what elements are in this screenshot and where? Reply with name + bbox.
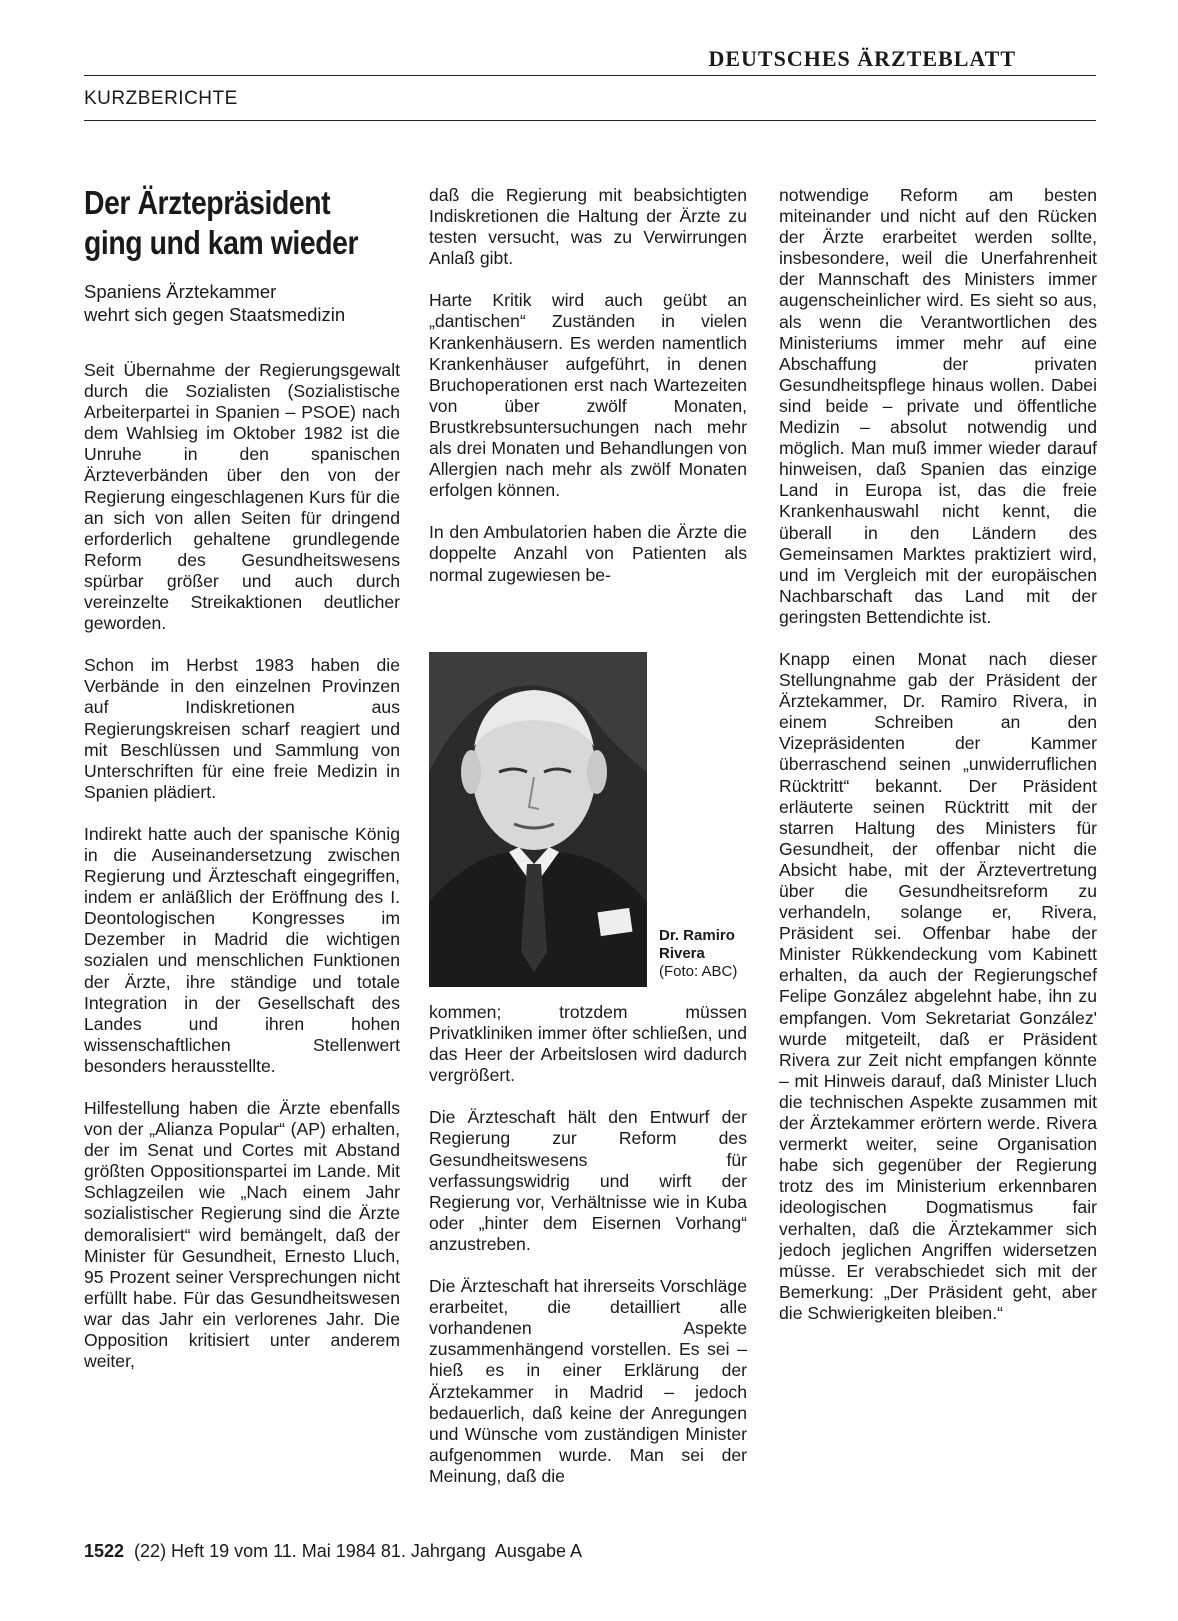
- paragraph: kommen; trotzdem müssen Privatkliniken immer öfter schließen, und das Heer der Arbeitslosen wird dadurch vergrößert.: [429, 1002, 747, 1086]
- page-number: 1522: [84, 1541, 125, 1561]
- headline-line-1: Der Ärztepräsident: [84, 184, 331, 221]
- portrait-photo: [429, 652, 647, 987]
- paragraph: Schon im Herbst 1983 haben die Verbände in den einzelnen Provinzen auf Indiskretionen aus Regierungskreisen scharf reagiert und mit Beschlüssen und Sammlung von Unterschriften für eine freie Medizin in Spanien plädiert.: [84, 655, 400, 802]
- masthead-rule: [84, 75, 1096, 76]
- headline: [84, 183, 368, 263]
- headline-line-2: ging und kam wieder: [84, 224, 359, 261]
- paragraph: Die Ärzteschaft hat ihrerseits Vorschläge erarbeitet, die detailliert alle vorhandenen Aspekte zusammenhängend vorstellen. Es sei – hieß es in einer Erklärung der Ärztekammer in Madrid – jedoch bedauerlich, daß keine der Anregungen und Wünsche vom zuständigen Minister aufgenommen wurde. Man sei der Meinung, daß die: [429, 1276, 747, 1486]
- photo-block: [429, 652, 747, 987]
- subhead: [84, 280, 404, 326]
- paragraph: Seit Übernahme der Regierungsgewalt durch die Sozialisten (Sozialistische Arbeiterpartei in Spanien – PSOE) nach dem Wahlsieg im Oktober 1982 ist die Unruhe in den spanischen Ärzteverbänden über den von der Regierung eingeschlagenen Kurs für die an sich von allen Seiten für dringend erforderlich gehaltene grundlegende Reform des Gesundheitswesens spürbar größer und auch durch vereinzelte Streikaktionen deutlicher geworden.: [84, 360, 400, 634]
- column-2-top: [429, 185, 747, 607]
- paragraph: Harte Kritik wird auch geübt an „dantischen“ Zuständen in vielen Krankenhäusern. Es werden namentlich Krankenhäuser aufgeführt, in denen Bruchoperationen erst nach Wartezeiten von über zwölf Monaten, Brustkrebsuntersuchungen nach mehr als drei Monaten und Behandlungen von Allergien nach mehr als zwölf Monaten erfolgen können.: [429, 290, 747, 501]
- paragraph: Knapp einen Monat nach dieser Stellungnahme gab der Präsident der Ärztekammer, Dr. Ramiro Rivera, in einem Schreiben an den Vizepräsidenten der Kammer überraschend seinen „unwiderruflichen Rücktritt“ bekannt. Der Präsident erläuterte seinen Rücktritt mit der starren Haltung des Ministers für Gesundheit, der offenbar nicht die Absicht habe, mit der Ärztevertretung über die Gesundheitsreform zu verhandeln, solange er, Rivera, Präsident sei. Offenbar habe der Minister Rükkendeckung vom Kabinett erhalten, da auch der Regierungschef Felipe González abgelehnt habe, ihn zu empfangen. Vom Sekretariat González' wurde mitgeteilt, daß er Präsident Rivera zur Zeit nicht empfangen könnte – mit Hinweis darauf, daß Minister Lluch die technischen Aspekte zusammen mit der Ärztekammer erörtern werde. Rivera vermerkt weiter, seine Organisation habe sich gegenüber der Regierung trotz des im Ministerium erkennbaren ideologischen Dogmatismus fair verhalten, daß die Ärztekammer sich jedoch jeglichen Angriffen widersetzen müsse. Er verabschiedet sich mit der Bemerkung: „Der Präsident geht, aber die Schwierigkeiten bleiben.“: [779, 648, 1097, 1323]
- subhead-line-1: Spaniens Ärztekammer: [84, 281, 277, 302]
- section-rule: [84, 120, 1096, 121]
- paragraph: notwendige Reform am besten miteinander und nicht auf den Rücken der Ärzte erarbeitet werden sollte, insbesondere, weil die Unerfahrenheit der Mannschaft des Ministers immer augenscheinlicher wird. Es sieht so aus, als wenn die Verantwortlichen des Ministeriums immer mehr auf eine Abschaffung der privaten Gesundheitspflege hinaus wollen. Dabei sind beide – private und öffentliche Medizin – absolut notwendig und möglich. Man muß immer wieder darauf hinweisen, daß Spanien das einzige Land in Europa ist, das die freie Krankenhauswahl nicht kennt, die überall in den Ländern des Gemeinsamen Marktes praktiziert wird, und im Vergleich mit der europäischen Nachbarschaft das Land mit der geringsten Bettendichte ist.: [779, 185, 1097, 627]
- caption-name-line-2: Rivera: [659, 945, 705, 962]
- column-1: [84, 360, 400, 1393]
- caption-credit: (Foto: ABC): [659, 963, 738, 980]
- section-label: KURZBERICHTE: [84, 88, 238, 109]
- caption-name-line-1: Dr. Ramiro: [659, 927, 735, 944]
- paragraph: In den Ambulatorien haben die Ärzte die doppelte Anzahl von Patienten als normal zugewiesen be-: [429, 522, 747, 585]
- column-3: [779, 185, 1097, 1345]
- paragraph: daß die Regierung mit beabsichtigten Indiskretionen die Haltung der Ärzte zu testen versucht, was zu Verwirrungen Anlaß gibt.: [429, 185, 747, 269]
- issue-info: (22) Heft 19 vom 11. Mai 1984 81. Jahrgang Ausgabe A: [124, 1541, 583, 1561]
- subhead-line-2: wehrt sich gegen Staatsmedizin: [84, 304, 346, 325]
- footer: [84, 1541, 582, 1562]
- paragraph: Indirekt hatte auch der spanische König in die Auseinandersetzung zwischen Regierung und Ärzteschaft eingegriffen, indem er anläßlich der Eröffnung des I. Deontologischen Kongresses im Dezember in Madrid die wichtigen sozialen und menschlichen Funktionen der Ärzte, ihre ständige und totale Integration in der Gesellschaft des Landes und ihren hohen wissenschaftlichen Stellenwert besonders herausstellte.: [84, 823, 400, 1076]
- photo-caption: [659, 927, 759, 981]
- column-2-bottom: [429, 1002, 747, 1508]
- masthead: DEUTSCHES ÄRZTEBLATT: [708, 46, 1016, 71]
- paragraph: Hilfestellung haben die Ärzte ebenfalls von der „Alianza Popular“ (AP) erhalten, der im Senat und Cortes mit Abstand größten Oppositionspartei im Lande. Mit Schlagzeilen wie „Nach einem Jahr sozialistischer Regierung sind die Ärzte demoralisiert“ wird bemängelt, daß der Minister für Gesundheit, Ernesto Lluch, 95 Prozent seiner Versprechungen nicht erfüllt habe. Für das Gesundheitswesen war das Jahr ein verlorenes Jahr. Die Opposition kritisiert unter anderem weiter,: [84, 1098, 400, 1372]
- paragraph: Die Ärzteschaft hält den Entwurf der Regierung zur Reform des Gesundheitswesens für verfassungswidrig und wirft der Regierung vor, Verhältnisse wie in Kuba oder „hinter dem Eisernen Vorhang“ anzustreben.: [429, 1107, 747, 1254]
